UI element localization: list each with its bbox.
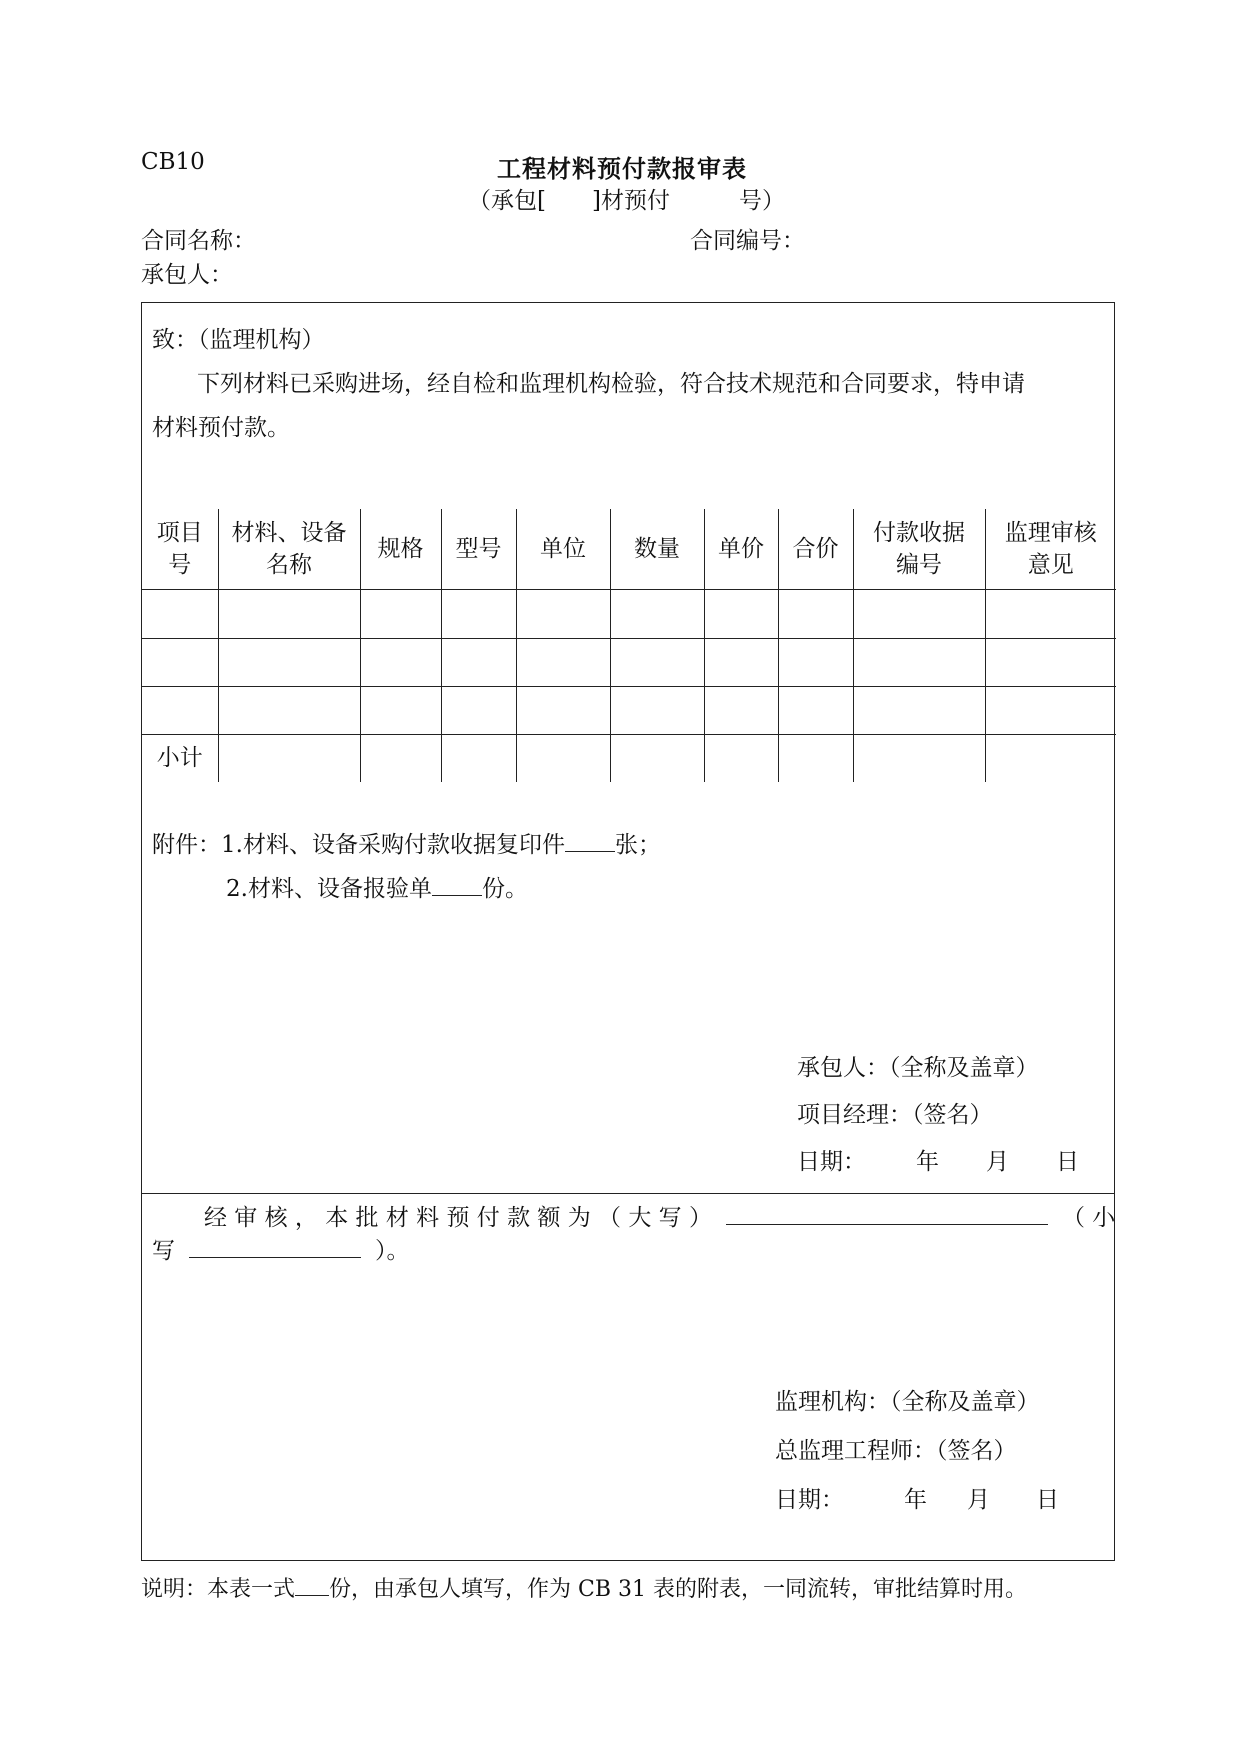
amount-figures-blank[interactable] (189, 1235, 361, 1258)
footer-note: 说明：本表一式 份，由承包人填写，作为 CB 31 表的附表，一同流转，审批结算时用。 (141, 1572, 1027, 1603)
table-header-row (142, 509, 1116, 589)
table-cell[interactable] (360, 686, 441, 734)
col-header-unit-price: 单价 (704, 509, 778, 589)
col-header-model: 型号 (441, 509, 516, 589)
table-cell[interactable] (610, 686, 704, 734)
supervision-agency-seal: 监理机构：（全称及盖章） (775, 1389, 1040, 1415)
table-cell[interactable] (778, 686, 853, 734)
subtotal-label: 小计 (142, 734, 218, 782)
table-cell[interactable] (360, 638, 441, 686)
table-cell[interactable] (704, 638, 778, 686)
table-cell[interactable] (778, 734, 853, 782)
contractor-date: 日期： 年 月 日 (797, 1149, 1079, 1175)
table-cell[interactable] (985, 638, 1116, 686)
table-cell[interactable] (360, 589, 441, 638)
table-cell[interactable] (853, 686, 985, 734)
table-cell[interactable] (516, 589, 610, 638)
table-cell[interactable] (985, 589, 1116, 638)
review-line2: 写 ）。 (152, 1232, 410, 1265)
table-cell[interactable] (142, 638, 218, 686)
table-cell[interactable] (441, 734, 516, 782)
col-header-item-no: 项目 号 (142, 509, 218, 589)
project-manager-sign: 项目经理：（签名） (797, 1102, 993, 1128)
table-cell[interactable] (441, 638, 516, 686)
chief-engineer-sign: 总监理工程师：（签名） (775, 1438, 1017, 1464)
table-cell[interactable] (985, 734, 1116, 782)
table-row (142, 638, 1116, 686)
table-cell[interactable] (610, 638, 704, 686)
form-subtitle: （承包[ ]材预付 号） (468, 188, 785, 214)
attachment-line1: 附件：1.材料、设备采购付款收据复印件 张； (152, 826, 661, 859)
form-code: CB10 (141, 149, 205, 175)
table-cell[interactable] (441, 686, 516, 734)
supervisor-date: 日期： 年 月 日 (775, 1487, 1059, 1513)
table-cell[interactable] (142, 589, 218, 638)
col-header-review-opinion: 监理审核 意见 (985, 509, 1116, 589)
table-cell[interactable] (218, 734, 360, 782)
col-header-receipt-no: 付款收据 编号 (853, 509, 985, 589)
col-header-material-name: 材料、设备 名称 (218, 509, 360, 589)
col-header-total-price: 合价 (778, 509, 853, 589)
table-cell[interactable] (516, 638, 610, 686)
contract-number-label: 合同编号： (690, 228, 805, 254)
table-cell[interactable] (853, 589, 985, 638)
request-text-line2: 材料预付款。 (152, 415, 290, 441)
contractor-seal: 承包人：（全称及盖章） (797, 1055, 1039, 1081)
table-cell[interactable] (218, 589, 360, 638)
table-cell[interactable] (516, 686, 610, 734)
col-header-spec: 规格 (360, 509, 441, 589)
contractor-label: 承包人： (141, 262, 233, 288)
table-cell[interactable] (360, 734, 441, 782)
inspection-count-blank[interactable] (432, 873, 482, 896)
table-row (142, 589, 1116, 638)
table-cell[interactable] (704, 589, 778, 638)
table-cell[interactable] (218, 638, 360, 686)
section-divider (142, 1193, 1114, 1194)
table-row (142, 686, 1116, 734)
materials-table (142, 509, 1116, 782)
table-cell[interactable] (142, 686, 218, 734)
table-cell[interactable] (853, 638, 985, 686)
form-frame (141, 302, 1115, 1561)
table-cell[interactable] (853, 734, 985, 782)
table-cell[interactable] (985, 686, 1116, 734)
table-cell[interactable] (218, 686, 360, 734)
table-cell[interactable] (610, 734, 704, 782)
request-text-line1: 下列材料已采购进场，经自检和监理机构检验，符合技术规范和合同要求，特申请 (197, 371, 1025, 397)
copies-blank[interactable] (295, 1573, 329, 1596)
receipt-count-blank[interactable] (565, 829, 615, 852)
addressee: 致：（监理机构） (152, 327, 325, 353)
contract-name-label: 合同名称： (141, 228, 256, 254)
table-cell[interactable] (516, 734, 610, 782)
attachment-line2: 2.材料、设备报验单 份。 (226, 870, 528, 903)
col-header-unit: 单位 (516, 509, 610, 589)
table-cell[interactable] (778, 589, 853, 638)
table-cell[interactable] (441, 589, 516, 638)
table-cell[interactable] (704, 686, 778, 734)
amount-words-blank[interactable] (726, 1202, 1048, 1225)
table-cell[interactable] (704, 734, 778, 782)
subtotal-row (142, 734, 1116, 782)
review-line1: 经 审 核 ， 本 批 材 料 预 付 款 额 为 （ 大 写 ） （ 小 (204, 1199, 1115, 1232)
page-title: 工程材料预付款报审表 (497, 154, 747, 183)
table-cell[interactable] (610, 589, 704, 638)
table-cell[interactable] (778, 638, 853, 686)
col-header-quantity: 数量 (610, 509, 704, 589)
